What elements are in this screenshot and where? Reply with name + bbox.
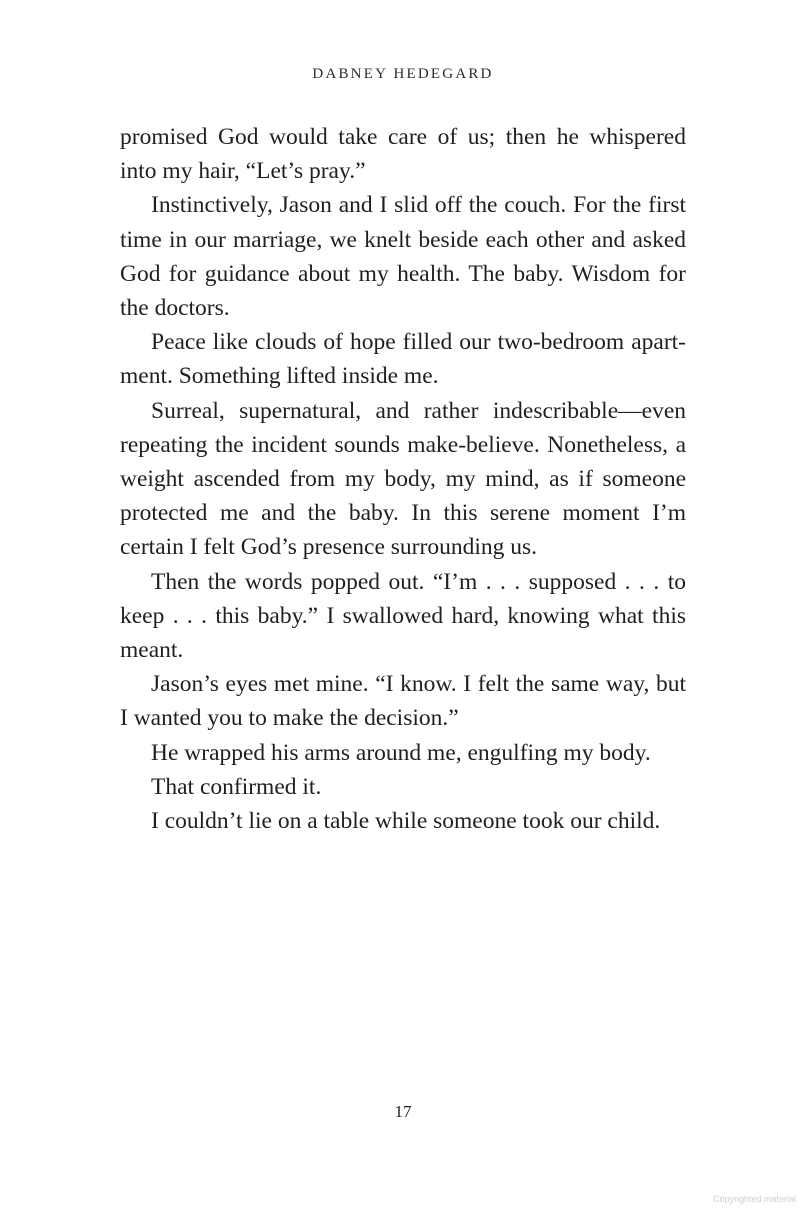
paragraph: That confirmed it. bbox=[151, 773, 322, 800]
copyright-watermark: Copyrighted material bbox=[712, 1194, 796, 1204]
paragraph: Peace like clouds of hope filled our two-bedroom apartment. Something lifted inside me. bbox=[120, 329, 686, 390]
paragraph: He wrapped his arms around me, engulfing my body. bbox=[151, 739, 651, 766]
running-head: DABNEY HEDEGARD bbox=[312, 66, 494, 82]
paragraph: Instinctively, Jason and I slid off the couch. For the first time in our marriage, we knelt beside each other and asked God for guidance about my health. The baby. Wisdom for the doctors. bbox=[120, 192, 686, 322]
body-text bbox=[120, 120, 686, 838]
paragraph: promised God would take care of us; then he whispered into my hair, “Let’s pray.” bbox=[120, 124, 686, 185]
paragraph: Surreal, supernatural, and rather indescribable—even repeating the incident sounds make-believe. Nonetheless, a weight ascended from my body, my mind, as if someone protected me and the baby. In this serene moment I’m certain I felt God’s presence surrounding us. bbox=[120, 397, 686, 561]
paragraph: Then the words popped out. “I’m . . . supposed . . . to keep . . . this baby.” I swallowed hard, knowing what this meant. bbox=[120, 568, 686, 664]
paragraph: I couldn’t lie on a table while someone took our child. bbox=[151, 808, 661, 835]
paragraph: Jason’s eyes met mine. “I know. I felt the same way, but I wanted you to make the decision.” bbox=[120, 671, 686, 732]
page-number: 17 bbox=[394, 1102, 412, 1121]
